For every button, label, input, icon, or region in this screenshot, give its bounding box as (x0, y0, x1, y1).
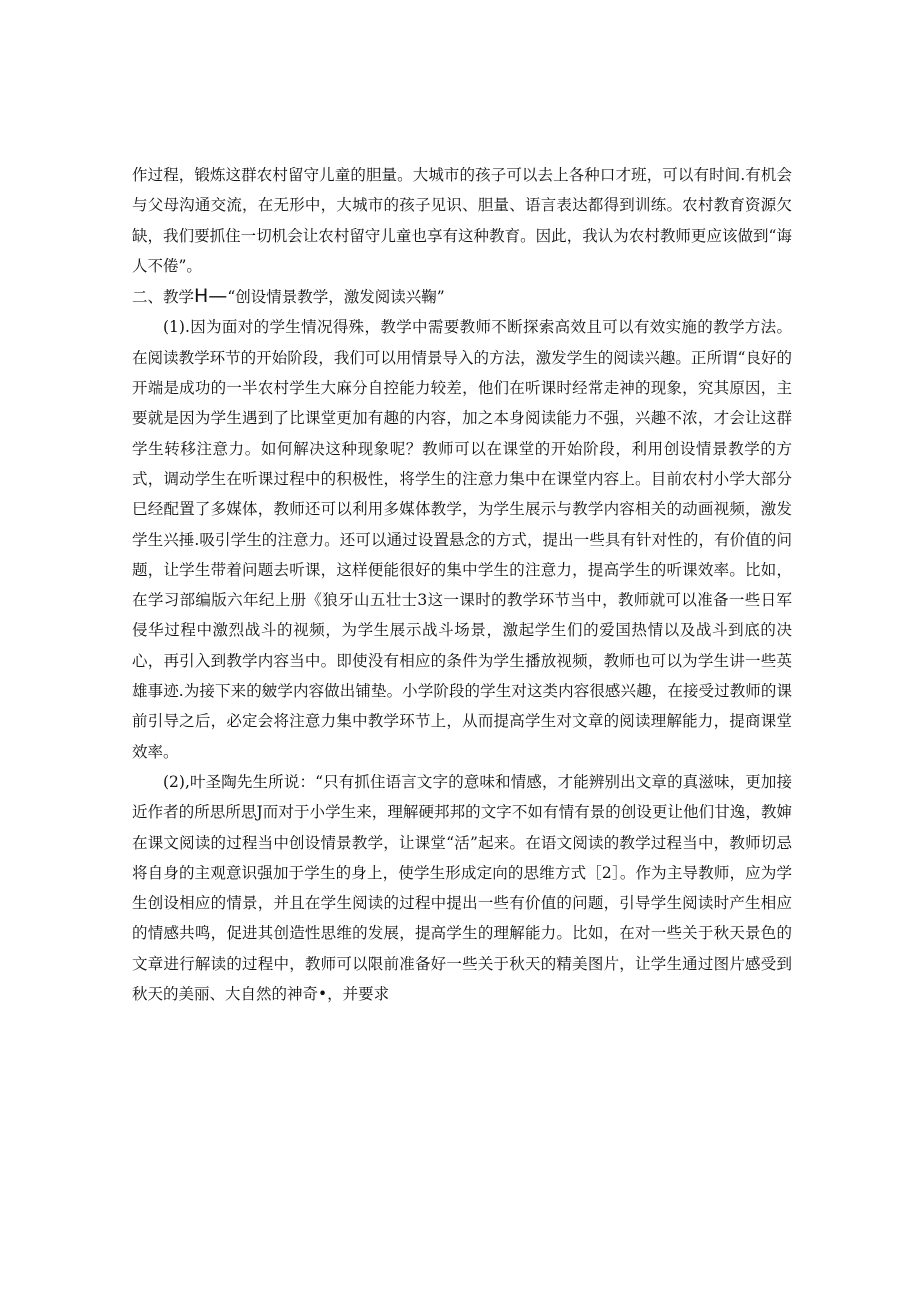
section-heading-garbled: H— (194, 285, 228, 308)
document-page (132, 160, 792, 1009)
section-heading (132, 281, 792, 312)
paragraph-2: (2),叶圣陶先生所说：“只有抓住语言文字的意味和情感，才能辨别出文章的真滋味，更加接近作者的所思所思J而对于小学生来，理解硬邦邦的文字不如有情有景的创设更让他们甘逸，教婶在课文阅读的过程当中创设情景教学，让课堂“活”起来。在语文阅读的教学过程当中，教师切忌将自身的主观意识强加于学生的身上，使学生形成定向的思维方式［2］。作为主导教师，应为学生创设相应的情景，并且在学生阅读的过程中提出一些有价值的问题，引导学生阅读时产生相应的情感共鸣，促进其创造性思维的发展，提高学生的理解能力。比如，在对一些关于秋天景色的文章进行解读的过程中，教师可以限前准备好一些关于秋天的精美图片，让学生通过图片感受到秋天的美丽、大自然的神奇•，并要求 (132, 772, 792, 1004)
paragraph-1: (1).因为面对的学生情况得殊，教学中需要教师不断探索高效且可以有效实施的教学方法。在阅读教学环节的开始阶段，我们可以用情景导入的方法，激发学生的阅读兴趣。正所谓“良好的开端是成功的一半农村学生大麻分自控能力较差，他们在听课时经常走神的现象，究其原因，主要就是因为学生遇到了比课堂更加有趣的内容，加之本身阅读能力不强，兴趣不浓，才会让这群学生转移注意力。如何解决这种现象呢？教师可以在课堂的开始阶段，利用创设情景教学的方式，调动学生在听课过程中的积极性，将学生的注意力集中在课堂内容上。目前农村小学大部分巳经配置了多媒体，教师还可以利用多媒体教学，为学生展示与教学内容相关的动画视频，激发学生兴捶.吸引学生的注意力。还可以通过设置悬念的方式，提出一些具有针对性的，有价值的问题，让学生带着问题去听课，这样便能很好的集中学生的注意力，提高学生的听课效率。比如，在学习部编版六年纪上册《狼牙山五壮士3这一课时的教学环节当中，教师就可以准备一些日军侵华过程中激烈战斗的视频，为学生展示战斗场景，激起学生们的爱国热情以及战斗到底的决心，再引入到教学内容当中。即使没有相应的条件为学生播放视频，教师也可以为学生讲一些英雄事迹.为接下来的皴学内容做出铺垫。小学阶段的学生对这类内容很感兴趣，在接受过教师的课前引导之后，必定会将注意力集中教学环节上，从而提高学生对文章的阅读理解能力，提商课堂效率。 (132, 318, 792, 761)
section-heading-prefix: 二、教学 (132, 288, 195, 307)
paragraph-continued: 作过程，锻炼这群农村留守儿童的胆量。大城市的孩子可以去上各种口才班，可以有时间.有机会与父母沟通交流，在无形中，大城市的孩子见识、胆量、语言表达都得到训练。农村教育资源欠缺，我们要抓住一切机会让农村留守儿童也享有这种教育。因此，我认为农村教师更应该做到“诲人不倦”。 (132, 166, 792, 275)
section-heading-title: “创设情景教学，激发阅读兴鞠” (227, 288, 445, 307)
